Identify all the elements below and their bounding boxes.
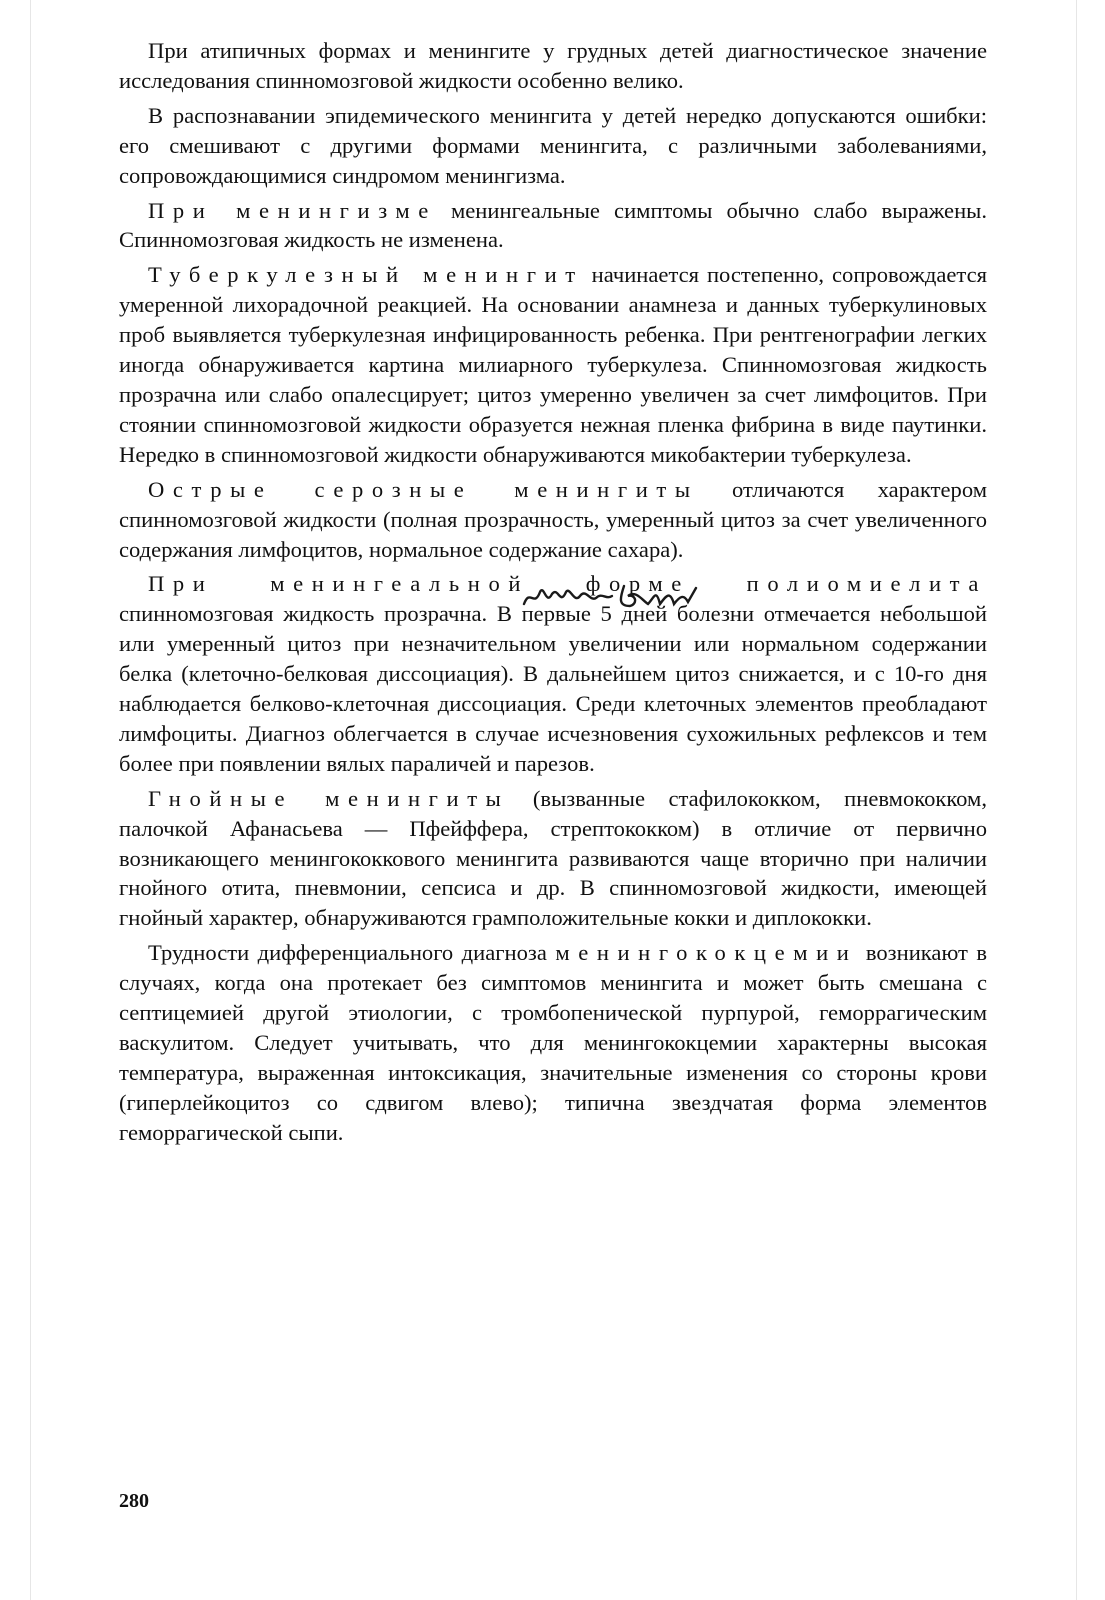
paragraph-meningococcemia — [119, 938, 987, 1147]
paragraph-text: возникают в случаях, когда она протекает без симптомов менингита и может быть смешана с септицемией другой этиологии, с тромбопенической пурпурой, геморрагическим васкулитом. Следует учитывать, что для менингококцемии характерны высокая температура, выраженная интоксикация, значительные изменения со стороны крови (гиперлейкоцитоз со сдвигом влево); типична звездчатая форма элементов геморрагической сыпи. — [119, 940, 987, 1145]
spaced-term: При менингизме — [148, 197, 437, 223]
handwritten-note-scribble — [520, 578, 780, 614]
spaced-term: Острые серозные менингиты — [148, 476, 699, 502]
paragraph-text: При атипичных формах и менингите у грудных детей диагностическое значение исследования спинномозговой жидкости особенно велико. — [119, 38, 987, 93]
paragraph-text: В распознавании эпидемического менингита у детей нередко допускаются ошибки: его смешивают с другими формами менингита, с различными заболеваниями, сопровождающимися синдромом менингизма. — [119, 102, 987, 188]
paragraph-text: менингеальные симптомы обычно слабо выражены. Спинномозговая жидкость не изменена. — [119, 197, 987, 253]
paragraph-text: Трудности дифференциального диагноза — [148, 940, 556, 966]
scan-left-edge — [30, 0, 31, 1600]
spaced-term: Туберкулезный менингит — [148, 262, 584, 288]
paragraph-text: (вызванные стафилококком, пневмококком, палочкой Афанасьева — Пфейффера, стрептококком) в отличие от первично возникающего менингококкового менингита развиваются чаще вторично при наличии гнойного отита, пневмонии, сепсиса и др. В спинномозговой жидкости, имеющей гнойный характер, обнаруживаются грамположительные кокки и диплококки. — [119, 785, 987, 931]
spaced-term: менингококцемии — [555, 940, 858, 966]
paragraph-text: отличаются характером спинномозговой жидкости (полная прозрачность, умеренный цитоз за счет увеличенного содержания лимфоцитов, нормальное содержание сахара). — [119, 476, 987, 562]
spaced-term: Гнойные менингиты — [148, 785, 510, 811]
scan-right-edge — [1076, 0, 1077, 1600]
paragraph-atypical-forms — [119, 36, 987, 96]
page-number: 280 — [119, 1490, 149, 1512]
paragraph-tuberculous — [119, 260, 987, 469]
paragraph-text: спинномозговая жидкость прозрачна. В первые 5 дней болезни отмечается небольшой или умеренный цитоз при незначительном увеличении или нормальном содержании белка (клеточно-белковая диссоциация). В дальнейшем цитоз снижается, и с 10-го дня наблюдается белково-клеточная диссоциация. Среди клеточных элементов преобладают лимфоциты. Диагноз облегчается в случае исчезновения сухожильных рефлексов и тем более при появлении вялых параличей и парезов. — [119, 601, 987, 776]
paragraph-serous — [119, 475, 987, 565]
paragraph-epidemic-errors — [119, 101, 987, 191]
paragraph-purulent — [119, 784, 987, 934]
spaced-term: При менингеальной форме полиомиелита — [148, 571, 987, 597]
paragraph-meningism — [119, 196, 987, 256]
paragraph-text: начинается постепенно, сопровождается умеренной лихорадочной реакцией. На основании анамнеза и данных туберкулиновых проб выявляется туберкулезная инфицированность ребенка. При рентгенографии легких иногда обнаруживается картина милиарного туберкулеза. Спинномозговая жидкость прозрачна или слабо опалесцирует; цитоз умеренно увеличен за счет лимфоцитов. При стоянии спинномозговой жидкости образуется нежная пленка фибрина в виде паутинки. Нередко в спинномозговой жидкости обнаруживаются микобактерии туберкулеза. — [119, 262, 987, 467]
